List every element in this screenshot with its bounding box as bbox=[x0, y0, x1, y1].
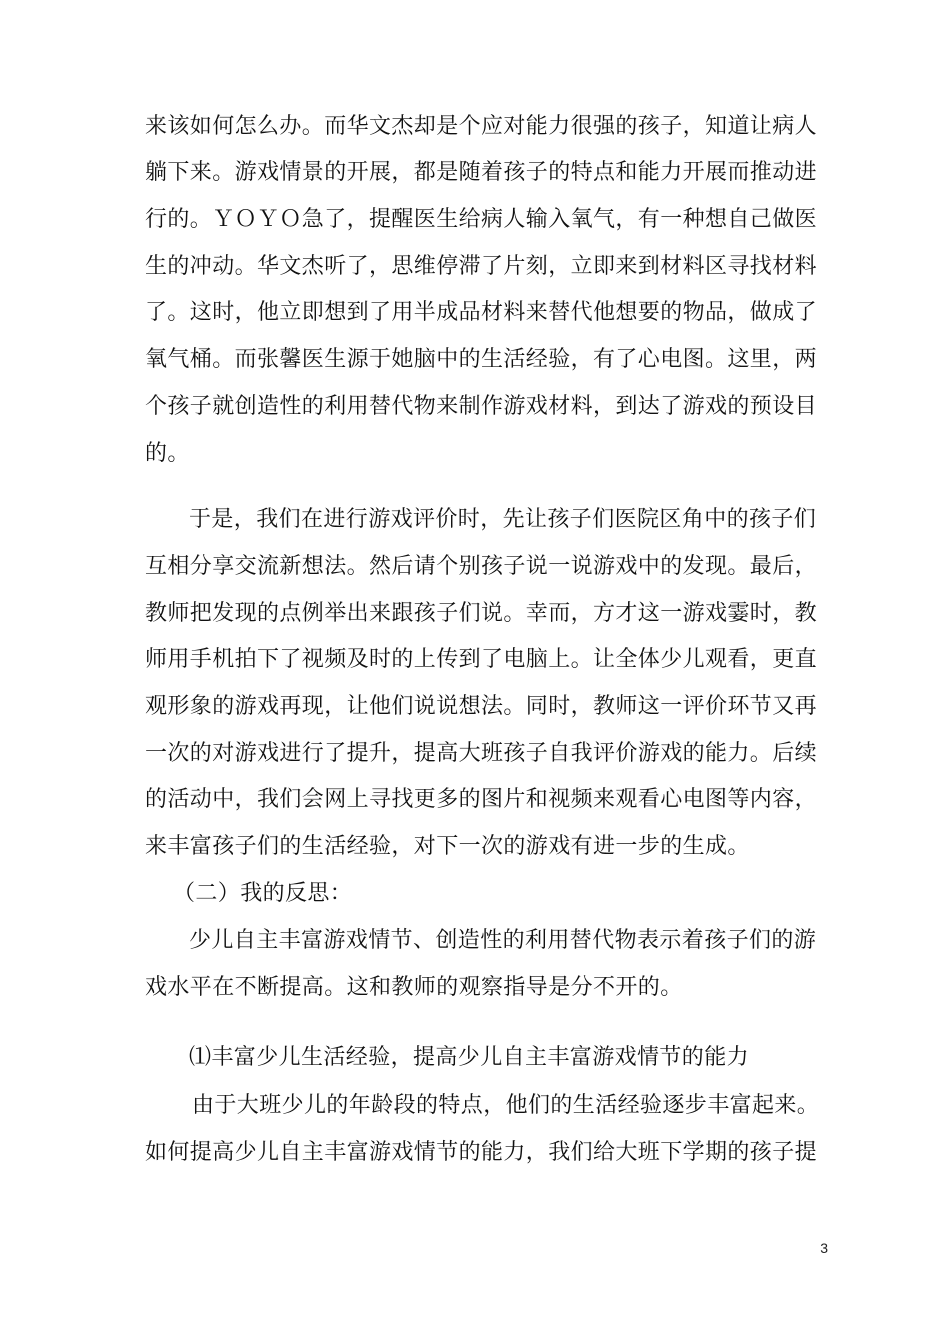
text-line: 如何提高少儿自主丰富游戏情节的能力，我们给大班下学期的孩子提 bbox=[145, 1140, 818, 1165]
text-line: 来该如何怎么办。而华文杰却是个应对能力很强的孩子，知道让病人 bbox=[145, 114, 818, 139]
text-line: 躺下来。游戏情景的开展，都是随着孩子的特点和能力开展而推动进 bbox=[145, 160, 818, 185]
text-line: 教师把发现的点例举出来跟孩子们说。幸而，方才这一游戏霎时，教 bbox=[145, 601, 818, 626]
section-heading: （二）我的反思： bbox=[173, 881, 353, 906]
text-line: 的活动中，我们会网上寻找更多的图片和视频来观看心电图等内容， bbox=[145, 787, 818, 812]
text-line: 的。 bbox=[145, 441, 190, 466]
text-line: 师用手机拍下了视频及时的上传到了电脑上。让全体少儿观看，更直 bbox=[145, 647, 818, 672]
text-line: 了。这时，他立即想到了用半成品材料来替代他想要的物品，做成了 bbox=[145, 300, 818, 325]
text-line: 互相分享交流新想法。然后请个别孩子说一说游戏中的发现。最后， bbox=[145, 554, 818, 579]
paragraph-first-line: 由于大班少儿的年龄段的特点，他们的生活经验逐步丰富起来。 bbox=[192, 1093, 820, 1118]
text-line: 戏水平在不断提高。这和教师的观察指导是分不开的。 bbox=[145, 975, 683, 1000]
text-line: 观形象的游戏再现，让他们说说想法。同时，教师这一评价环节又再 bbox=[145, 694, 818, 719]
page-number: 3 bbox=[820, 1240, 828, 1256]
text-line: 行的。ＹＯＹＯ急了，提醒医生给病人输入氧气，有一种想自己做医 bbox=[145, 207, 818, 232]
text-line: 来丰富孩子们的生活经验，对下一次的游戏有进一步的生成。 bbox=[145, 834, 750, 859]
text-line: 个孩子就创造性的利用替代物来制作游戏材料，到达了游戏的预设目 bbox=[145, 394, 818, 419]
subsection-heading: ⑴丰富少儿生活经验，提高少儿自主丰富游戏情节的能力 bbox=[189, 1045, 750, 1070]
text-line: 氧气桶。而张馨医生源于她脑中的生活经验，有了心电图。这里，两 bbox=[145, 347, 818, 372]
paragraph-first-line: 于是，我们在进行游戏评价时，先让孩子们医院区角中的孩子们 bbox=[189, 507, 817, 532]
text-line: 一次的对游戏进行了提升，提高大班孩子自我评价游戏的能力。后续 bbox=[145, 741, 818, 766]
paragraph-first-line: 少儿自主丰富游戏情节、创造性的利用替代物表示着孩子们的游 bbox=[189, 928, 817, 953]
text-line: 生的冲动。华文杰听了，思维停滞了片刻，立即来到材料区寻找材料 bbox=[145, 254, 818, 279]
